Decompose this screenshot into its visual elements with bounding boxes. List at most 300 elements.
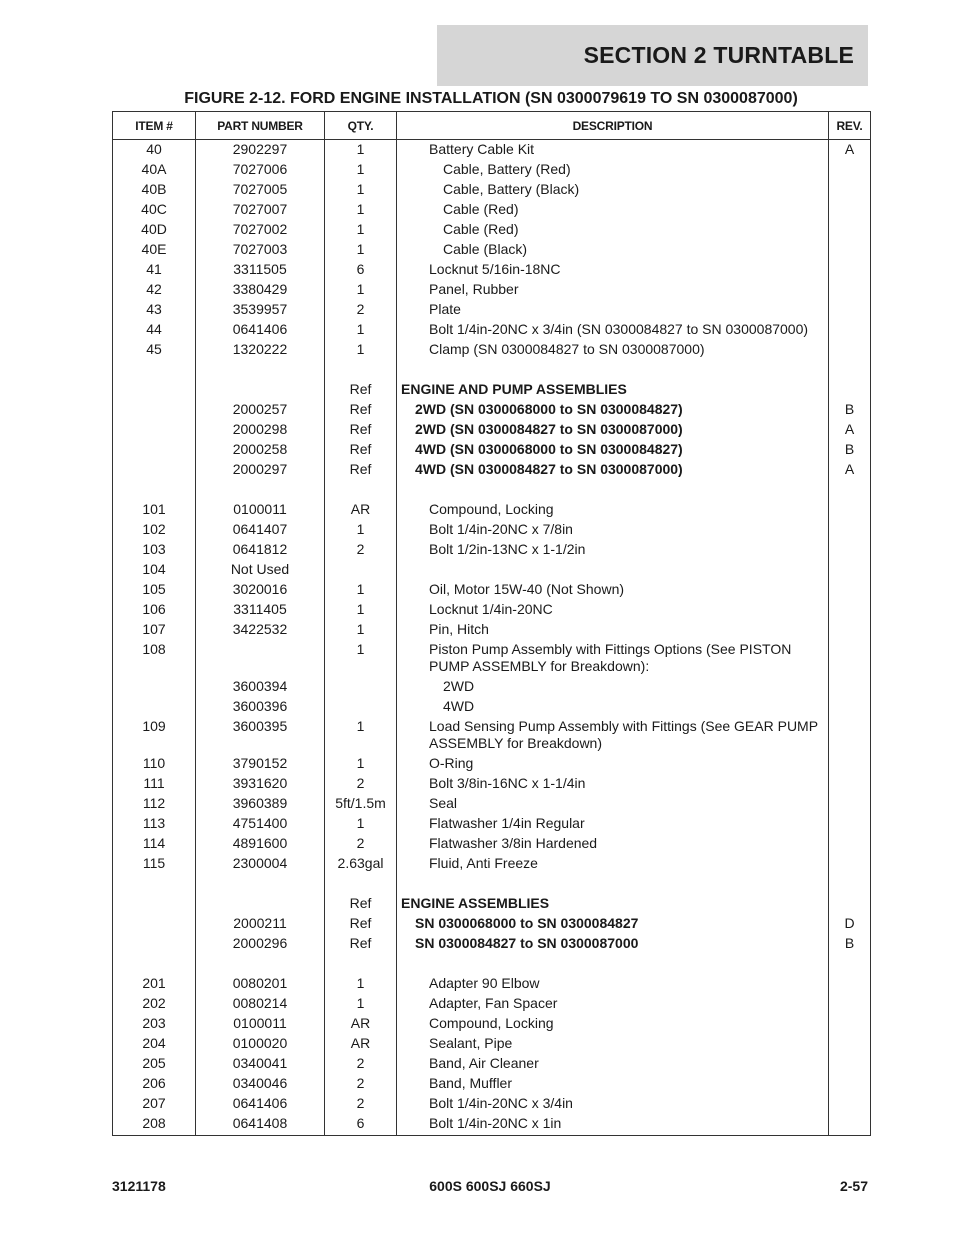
- cell-description: O-Ring: [397, 754, 829, 774]
- table-header-row: [113, 112, 871, 140]
- cell-rev: [829, 1094, 871, 1114]
- cell-qty: 1: [325, 140, 397, 161]
- cell-item: 42: [113, 280, 196, 300]
- cell-part-number: [196, 894, 325, 914]
- spacer-cell: [113, 360, 196, 380]
- cell-rev: [829, 814, 871, 834]
- cell-item: 114: [113, 834, 196, 854]
- cell-qty: [325, 677, 397, 697]
- spacer-cell: [397, 360, 829, 380]
- cell-qty: [325, 560, 397, 580]
- cell-rev: A: [829, 460, 871, 480]
- cell-description: Band, Air Cleaner: [397, 1054, 829, 1074]
- cell-description: 4WD (SN 0300084827 to SN 0300087000): [397, 460, 829, 480]
- cell-part-number: 3960389: [196, 794, 325, 814]
- spacer-cell: [113, 874, 196, 894]
- table-row: [113, 500, 871, 520]
- cell-part-number: 2300004: [196, 854, 325, 874]
- spacer-cell: [113, 480, 196, 500]
- cell-item: 206: [113, 1074, 196, 1094]
- spacer-cell: [196, 360, 325, 380]
- cell-rev: [829, 540, 871, 560]
- cell-description: Plate: [397, 300, 829, 320]
- table-spacer-row: [113, 480, 871, 500]
- cell-description: Bolt 1/4in-20NC x 3/4in: [397, 1094, 829, 1114]
- spacer-cell: [325, 874, 397, 894]
- cell-part-number: 3311505: [196, 260, 325, 280]
- cell-part-number: 2902297: [196, 140, 325, 161]
- cell-item: 40D: [113, 220, 196, 240]
- cell-part-number: 3380429: [196, 280, 325, 300]
- table-row: [113, 260, 871, 280]
- spacer-cell: [196, 874, 325, 894]
- cell-qty: 1: [325, 600, 397, 620]
- table-spacer-row: [113, 954, 871, 974]
- cell-qty: Ref: [325, 420, 397, 440]
- cell-description: Bolt 1/4in-20NC x 7/8in: [397, 520, 829, 540]
- cell-part-number: 0641407: [196, 520, 325, 540]
- cell-part-number: 7027006: [196, 160, 325, 180]
- cell-part-number: 2000211: [196, 914, 325, 934]
- table-row: [113, 1114, 871, 1136]
- cell-part-number: 3422532: [196, 620, 325, 640]
- cell-rev: A: [829, 420, 871, 440]
- table-row: [113, 894, 871, 914]
- cell-qty: 1: [325, 814, 397, 834]
- cell-qty: Ref: [325, 400, 397, 420]
- cell-part-number: 3600395: [196, 717, 325, 754]
- cell-part-number: 0100011: [196, 500, 325, 520]
- cell-rev: [829, 974, 871, 994]
- cell-rev: [829, 300, 871, 320]
- cell-part-number: 3790152: [196, 754, 325, 774]
- cell-qty: 1: [325, 240, 397, 260]
- cell-qty: 1: [325, 160, 397, 180]
- table-row: [113, 220, 871, 240]
- cell-part-number: 3311405: [196, 600, 325, 620]
- cell-qty: 2.63gal: [325, 854, 397, 874]
- cell-description: Flatwasher 3/8in Hardened: [397, 834, 829, 854]
- cell-description: Panel, Rubber: [397, 280, 829, 300]
- cell-item: 40E: [113, 240, 196, 260]
- cell-part-number: Not Used: [196, 560, 325, 580]
- cell-part-number: [196, 380, 325, 400]
- cell-item: 205: [113, 1054, 196, 1074]
- table-row: [113, 974, 871, 994]
- cell-item: 40B: [113, 180, 196, 200]
- table-row: [113, 834, 871, 854]
- cell-item: [113, 400, 196, 420]
- cell-rev: [829, 500, 871, 520]
- cell-part-number: 0340041: [196, 1054, 325, 1074]
- cell-qty: AR: [325, 500, 397, 520]
- cell-qty: 2: [325, 300, 397, 320]
- cell-item: 208: [113, 1114, 196, 1136]
- cell-item: 112: [113, 794, 196, 814]
- table-row: [113, 794, 871, 814]
- cell-item: 43: [113, 300, 196, 320]
- cell-rev: [829, 340, 871, 360]
- cell-description: Bolt 1/4in-20NC x 1in: [397, 1114, 829, 1136]
- cell-rev: [829, 894, 871, 914]
- table-row: [113, 280, 871, 300]
- cell-item: [113, 697, 196, 717]
- cell-rev: [829, 560, 871, 580]
- cell-rev: A: [829, 140, 871, 161]
- cell-qty: 6: [325, 260, 397, 280]
- cell-rev: [829, 854, 871, 874]
- column-header-rev: REV.: [829, 112, 871, 140]
- cell-qty: 1: [325, 280, 397, 300]
- cell-rev: [829, 180, 871, 200]
- cell-item: [113, 380, 196, 400]
- cell-item: 102: [113, 520, 196, 540]
- cell-item: 44: [113, 320, 196, 340]
- cell-rev: [829, 1034, 871, 1054]
- cell-part-number: 0080214: [196, 994, 325, 1014]
- cell-rev: [829, 220, 871, 240]
- cell-part-number: [196, 640, 325, 677]
- cell-rev: [829, 620, 871, 640]
- table-row: [113, 300, 871, 320]
- table-row: [113, 697, 871, 717]
- cell-part-number: 0641408: [196, 1114, 325, 1136]
- cell-item: 101: [113, 500, 196, 520]
- table-row: [113, 814, 871, 834]
- cell-qty: 6: [325, 1114, 397, 1136]
- cell-qty: 1: [325, 620, 397, 640]
- cell-item: 108: [113, 640, 196, 677]
- table-row: [113, 160, 871, 180]
- cell-qty: [325, 697, 397, 717]
- cell-part-number: 0340046: [196, 1074, 325, 1094]
- table-row: [113, 1094, 871, 1114]
- spacer-cell: [196, 480, 325, 500]
- spacer-cell: [397, 480, 829, 500]
- cell-rev: [829, 320, 871, 340]
- cell-description: Cable (Red): [397, 220, 829, 240]
- cell-description: 2WD: [397, 677, 829, 697]
- cell-rev: [829, 1014, 871, 1034]
- table-row: [113, 180, 871, 200]
- table-row: [113, 754, 871, 774]
- cell-part-number: 7027007: [196, 200, 325, 220]
- table-row: [113, 1014, 871, 1034]
- cell-rev: [829, 774, 871, 794]
- table-row: [113, 440, 871, 460]
- cell-rev: [829, 380, 871, 400]
- cell-description: Cable (Black): [397, 240, 829, 260]
- cell-rev: [829, 677, 871, 697]
- footer-doc-number: 3121178: [112, 1178, 166, 1194]
- cell-rev: [829, 160, 871, 180]
- table-row: [113, 140, 871, 161]
- cell-description: Cable, Battery (Black): [397, 180, 829, 200]
- table-spacer-row: [113, 360, 871, 380]
- cell-rev: B: [829, 400, 871, 420]
- cell-qty: 1: [325, 717, 397, 754]
- cell-part-number: 3931620: [196, 774, 325, 794]
- cell-item: 201: [113, 974, 196, 994]
- cell-item: [113, 440, 196, 460]
- cell-rev: [829, 1074, 871, 1094]
- table-row: [113, 200, 871, 220]
- cell-part-number: 1320222: [196, 340, 325, 360]
- cell-description: Sealant, Pipe: [397, 1034, 829, 1054]
- cell-rev: [829, 580, 871, 600]
- cell-part-number: 3600396: [196, 697, 325, 717]
- cell-description: ENGINE AND PUMP ASSEMBLIES: [397, 380, 829, 400]
- cell-item: 41: [113, 260, 196, 280]
- table-row: [113, 677, 871, 697]
- table-row: [113, 914, 871, 934]
- cell-qty: Ref: [325, 460, 397, 480]
- cell-item: 111: [113, 774, 196, 794]
- cell-item: 105: [113, 580, 196, 600]
- cell-item: 202: [113, 994, 196, 1014]
- table-spacer-row: [113, 874, 871, 894]
- cell-item: 107: [113, 620, 196, 640]
- cell-description: Clamp (SN 0300084827 to SN 0300087000): [397, 340, 829, 360]
- cell-description: Adapter 90 Elbow: [397, 974, 829, 994]
- cell-part-number: 2000297: [196, 460, 325, 480]
- cell-description: Band, Muffler: [397, 1074, 829, 1094]
- table-row: [113, 460, 871, 480]
- cell-qty: AR: [325, 1034, 397, 1054]
- cell-item: [113, 934, 196, 954]
- table-row: [113, 620, 871, 640]
- cell-rev: [829, 240, 871, 260]
- cell-qty: 1: [325, 180, 397, 200]
- cell-part-number: 0641406: [196, 320, 325, 340]
- cell-qty: 1: [325, 974, 397, 994]
- cell-description: [397, 560, 829, 580]
- cell-description: Bolt 1/2in-13NC x 1-1/2in: [397, 540, 829, 560]
- spacer-cell: [829, 480, 871, 500]
- cell-item: 40A: [113, 160, 196, 180]
- cell-qty: 2: [325, 1094, 397, 1114]
- cell-description: Pin, Hitch: [397, 620, 829, 640]
- cell-qty: 2: [325, 774, 397, 794]
- column-header-qty: QTY.: [325, 112, 397, 140]
- cell-rev: [829, 1054, 871, 1074]
- cell-part-number: 4751400: [196, 814, 325, 834]
- table-row: [113, 380, 871, 400]
- cell-qty: Ref: [325, 440, 397, 460]
- cell-description: Fluid, Anti Freeze: [397, 854, 829, 874]
- cell-part-number: 3600394: [196, 677, 325, 697]
- cell-description: Bolt 3/8in-16NC x 1-1/4in: [397, 774, 829, 794]
- cell-qty: 1: [325, 520, 397, 540]
- cell-qty: 1: [325, 220, 397, 240]
- cell-item: 203: [113, 1014, 196, 1034]
- cell-item: 45: [113, 340, 196, 360]
- cell-item: 40: [113, 140, 196, 161]
- table-row: [113, 994, 871, 1014]
- cell-description: ENGINE ASSEMBLIES: [397, 894, 829, 914]
- cell-part-number: 0080201: [196, 974, 325, 994]
- cell-item: [113, 460, 196, 480]
- cell-description: Locknut 5/16in-18NC: [397, 260, 829, 280]
- cell-part-number: 7027003: [196, 240, 325, 260]
- cell-part-number: 3539957: [196, 300, 325, 320]
- cell-description: 4WD: [397, 697, 829, 717]
- cell-rev: [829, 280, 871, 300]
- cell-qty: 1: [325, 200, 397, 220]
- cell-rev: [829, 697, 871, 717]
- table-row: [113, 240, 871, 260]
- table-row: [113, 580, 871, 600]
- cell-item: [113, 420, 196, 440]
- column-header-item: ITEM #: [113, 112, 196, 140]
- cell-rev: [829, 260, 871, 280]
- cell-part-number: 4891600: [196, 834, 325, 854]
- table-row: [113, 600, 871, 620]
- table-row: [113, 520, 871, 540]
- cell-part-number: 7027005: [196, 180, 325, 200]
- cell-qty: Ref: [325, 914, 397, 934]
- cell-part-number: 0641812: [196, 540, 325, 560]
- cell-description: Load Sensing Pump Assembly with Fittings (See GEAR PUMP ASSEMBLY for Breakdown): [397, 717, 829, 754]
- parts-table: [112, 111, 871, 1136]
- cell-part-number: 2000258: [196, 440, 325, 460]
- cell-qty: AR: [325, 1014, 397, 1034]
- cell-part-number: 2000257: [196, 400, 325, 420]
- cell-qty: 1: [325, 640, 397, 677]
- cell-part-number: 3020016: [196, 580, 325, 600]
- table-row: [113, 934, 871, 954]
- column-header-description: DESCRIPTION: [397, 112, 829, 140]
- table-row: [113, 560, 871, 580]
- cell-description: Seal: [397, 794, 829, 814]
- cell-item: [113, 914, 196, 934]
- page-footer: [112, 1178, 868, 1198]
- cell-description: SN 0300068000 to SN 0300084827: [397, 914, 829, 934]
- table-row: [113, 774, 871, 794]
- footer-page-number: 2-57: [839, 1178, 868, 1194]
- cell-description: 4WD (SN 0300068000 to SN 0300084827): [397, 440, 829, 460]
- parts-table-body: [113, 140, 871, 1136]
- cell-qty: 2: [325, 1074, 397, 1094]
- spacer-cell: [397, 874, 829, 894]
- cell-rev: [829, 520, 871, 540]
- spacer-cell: [113, 954, 196, 974]
- cell-item: 207: [113, 1094, 196, 1114]
- cell-item: 106: [113, 600, 196, 620]
- cell-item: 113: [113, 814, 196, 834]
- table-row: [113, 320, 871, 340]
- cell-item: 115: [113, 854, 196, 874]
- cell-qty: Ref: [325, 380, 397, 400]
- cell-description: Flatwasher 1/4in Regular: [397, 814, 829, 834]
- cell-description: Battery Cable Kit: [397, 140, 829, 161]
- table-row: [113, 854, 871, 874]
- cell-item: 104: [113, 560, 196, 580]
- table-row: [113, 340, 871, 360]
- cell-qty: 2: [325, 540, 397, 560]
- cell-rev: [829, 994, 871, 1014]
- cell-description: Cable (Red): [397, 200, 829, 220]
- cell-description: Compound, Locking: [397, 500, 829, 520]
- spacer-cell: [829, 954, 871, 974]
- cell-description: 2WD (SN 0300084827 to SN 0300087000): [397, 420, 829, 440]
- spacer-cell: [325, 360, 397, 380]
- cell-qty: Ref: [325, 934, 397, 954]
- cell-part-number: 7027002: [196, 220, 325, 240]
- cell-item: 109: [113, 717, 196, 754]
- cell-part-number: 0100011: [196, 1014, 325, 1034]
- spacer-cell: [829, 874, 871, 894]
- cell-description: Cable, Battery (Red): [397, 160, 829, 180]
- cell-description: Locknut 1/4in-20NC: [397, 600, 829, 620]
- spacer-cell: [397, 954, 829, 974]
- section-header: [437, 25, 868, 86]
- cell-rev: [829, 600, 871, 620]
- cell-qty: 5ft/1.5m: [325, 794, 397, 814]
- cell-item: [113, 894, 196, 914]
- cell-part-number: 0100020: [196, 1034, 325, 1054]
- cell-description: 2WD (SN 0300068000 to SN 0300084827): [397, 400, 829, 420]
- column-header-part-number: PART NUMBER: [196, 112, 325, 140]
- cell-rev: [829, 754, 871, 774]
- cell-qty: 1: [325, 320, 397, 340]
- spacer-cell: [325, 480, 397, 500]
- cell-qty: 2: [325, 1054, 397, 1074]
- section-title: SECTION 2 TURNTABLE: [583, 42, 854, 68]
- cell-rev: B: [829, 934, 871, 954]
- cell-rev: D: [829, 914, 871, 934]
- cell-rev: [829, 200, 871, 220]
- cell-rev: [829, 640, 871, 677]
- cell-description: Oil, Motor 15W-40 (Not Shown): [397, 580, 829, 600]
- table-row: [113, 400, 871, 420]
- cell-qty: 2: [325, 834, 397, 854]
- cell-description: Bolt 1/4in-20NC x 3/4in (SN 0300084827 to SN 0300087000): [397, 320, 829, 340]
- cell-description: SN 0300084827 to SN 0300087000: [397, 934, 829, 954]
- cell-qty: 1: [325, 580, 397, 600]
- cell-qty: 1: [325, 994, 397, 1014]
- cell-item: 40C: [113, 200, 196, 220]
- cell-description: Piston Pump Assembly with Fittings Options (See PISTON PUMP ASSEMBLY for Breakdown):: [397, 640, 829, 677]
- cell-qty: Ref: [325, 894, 397, 914]
- cell-rev: [829, 794, 871, 814]
- spacer-cell: [325, 954, 397, 974]
- cell-rev: [829, 1114, 871, 1136]
- table-row: [113, 540, 871, 560]
- cell-item: 103: [113, 540, 196, 560]
- cell-rev: [829, 834, 871, 854]
- cell-part-number: 0641406: [196, 1094, 325, 1114]
- cell-qty: 1: [325, 754, 397, 774]
- cell-rev: [829, 717, 871, 754]
- table-row: [113, 420, 871, 440]
- figure-title: FIGURE 2-12. FORD ENGINE INSTALLATION (SN 0300079619 TO SN 0300087000): [184, 90, 798, 107]
- table-row: [113, 1054, 871, 1074]
- table-row: [113, 1074, 871, 1094]
- spacer-cell: [196, 954, 325, 974]
- spacer-cell: [829, 360, 871, 380]
- cell-description: Compound, Locking: [397, 1014, 829, 1034]
- cell-qty: 1: [325, 340, 397, 360]
- footer-models: 600S 600SJ 660SJ: [429, 1178, 551, 1194]
- cell-item: 110: [113, 754, 196, 774]
- cell-part-number: 2000298: [196, 420, 325, 440]
- cell-rev: B: [829, 440, 871, 460]
- cell-description: Adapter, Fan Spacer: [397, 994, 829, 1014]
- table-row: [113, 640, 871, 677]
- table-row: [113, 1034, 871, 1054]
- table-row: [113, 717, 871, 754]
